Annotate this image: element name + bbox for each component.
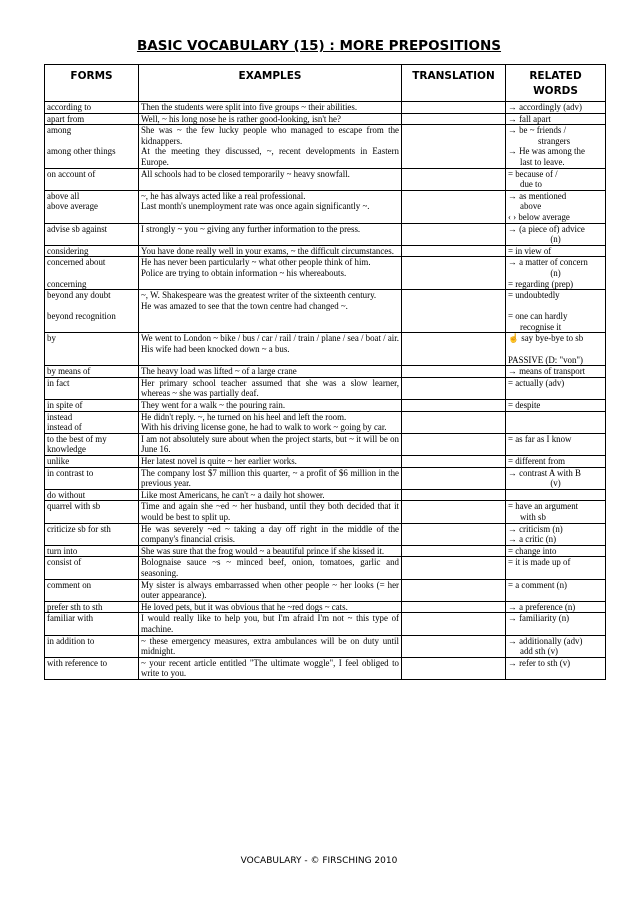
forms-text: concerned about <box>47 257 106 268</box>
table-row <box>45 411 606 433</box>
examples-text: ~, W. Shakespeare was the greatest writer of the sixteenth century. <box>141 290 377 301</box>
related-words-cell <box>506 366 606 378</box>
examples-text: He didn't reply. ~, he turned on his heel and left the room. <box>141 411 347 422</box>
forms-cell <box>45 257 139 290</box>
examples-text: My sister is always embarrassed when other people ~ her looks (= her outer appearance). <box>141 579 399 601</box>
forms-cell <box>45 456 139 468</box>
examples-text: We went to London ~ bike / bus / car / rail / train / plane / sea / boat / air. <box>141 333 399 344</box>
examples-cell <box>139 557 402 579</box>
translation-cell <box>402 257 506 290</box>
forms-text: beyond any doubt <box>47 290 111 301</box>
examples-cell <box>139 125 402 168</box>
forms-cell <box>45 377 139 399</box>
examples-text: Bolognaise sauce ~s ~ minced beef, onion, tomatoes, garlic and seasoning. <box>141 557 399 578</box>
translation-cell <box>402 168 506 190</box>
related-words-cell <box>506 125 606 168</box>
examples-cell <box>139 257 402 290</box>
examples-text: ~ these emergency measures, extra ambulances will be on duty until midnight. <box>141 635 399 657</box>
translation-cell <box>402 290 506 333</box>
header-forms: FORMS <box>45 65 139 102</box>
related-words-text: = despite <box>508 400 541 411</box>
related-words-text: = it is made up of <box>508 557 571 568</box>
related-words-cell <box>506 113 606 125</box>
table-row <box>45 377 606 399</box>
forms-cell <box>45 501 139 523</box>
forms-cell <box>45 613 139 635</box>
related-words-text: (v) <box>550 478 561 489</box>
forms-text: above all <box>47 190 80 201</box>
examples-cell <box>139 601 402 613</box>
examples-cell <box>139 613 402 635</box>
translation-cell <box>402 377 506 399</box>
translation-cell <box>402 523 506 545</box>
forms-text: among <box>47 125 72 136</box>
examples-text: He has never been particularly ~ what other people think of him. <box>141 257 371 268</box>
translation-cell <box>402 433 506 455</box>
examples-text: ~, he has always acted like a real professional. <box>141 190 306 201</box>
related-words-cell <box>506 456 606 468</box>
related-words-text <box>508 301 603 312</box>
examples-cell <box>139 113 402 125</box>
forms-cell <box>45 366 139 378</box>
forms-text: prefer sth to sth <box>47 601 103 612</box>
examples-text: The heavy load was lifted ~ of a large crane <box>141 366 297 377</box>
forms-text: criticize sb for sth <box>47 523 111 534</box>
table-row <box>45 657 606 679</box>
table-row <box>45 366 606 378</box>
table-row <box>45 168 606 190</box>
forms-cell <box>45 467 139 489</box>
forms-text: comment on <box>47 579 92 590</box>
translation-cell <box>402 190 506 223</box>
related-words-text: = undoubtedly <box>508 290 560 301</box>
page-title: BASIC VOCABULARY (15) : MORE PREPOSITIONS <box>136 38 502 54</box>
examples-text: You have done really well in your exams, ~ the difficult circumstances. <box>141 245 394 256</box>
related-words-text: → additionally (adv) <box>508 635 583 646</box>
forms-text <box>47 268 136 279</box>
examples-text: ~ your recent article entitled "The ultimate woggle", I feel obliged to write to you. <box>141 657 399 679</box>
forms-text: advise sb against <box>47 223 108 234</box>
examples-cell <box>139 366 402 378</box>
forms-text: turn into <box>47 545 78 556</box>
examples-text: With his driving license gone, he had to walk to work ~ going by car. <box>141 422 387 433</box>
related-words-text: = change into <box>508 545 557 556</box>
related-words-cell <box>506 635 606 657</box>
examples-text: He loved pets, but it was obvious that he ~red dogs ~ cats. <box>141 601 348 612</box>
forms-text <box>47 301 136 312</box>
examples-text: I am not absolutely sure about when the project starts, but ~ it will be on June 16. <box>141 433 399 455</box>
forms-text: unlike <box>47 456 70 466</box>
table-row <box>45 257 606 290</box>
examples-text: All schools had to be closed temporarily ~ heavy snowfall. <box>141 168 350 179</box>
related-words-text: = different from <box>508 456 566 466</box>
forms-text: quarrel with sb <box>47 501 101 512</box>
related-words-text: = have an argument <box>508 501 579 512</box>
forms-text: to the best of my knowledge <box>47 433 107 455</box>
table-row <box>45 601 606 613</box>
related-words-cell <box>506 223 606 245</box>
header-translation: TRANSLATION <box>402 65 506 102</box>
translation-cell <box>402 333 506 366</box>
related-words-text: = as far as I know <box>508 433 572 444</box>
forms-text: by <box>47 333 56 344</box>
forms-text: do without <box>47 489 86 500</box>
related-words-text: → fall apart <box>508 113 551 124</box>
examples-text: Her latest novel is quite ~ her earlier works. <box>141 456 297 466</box>
forms-cell <box>45 635 139 657</box>
forms-text: in spite of <box>47 400 83 411</box>
related-words-text: → contrast A with B <box>508 467 581 478</box>
related-words-text: above <box>520 201 542 212</box>
related-words-cell <box>506 102 606 114</box>
table-row <box>45 557 606 579</box>
table-body <box>45 102 606 680</box>
related-words-cell <box>506 501 606 523</box>
related-words-text: → a preference (n) <box>508 601 576 612</box>
examples-text: Last month's unemployment rate was once again significantly ~. <box>141 201 370 212</box>
examples-text: He was amazed to see that the town centre had changed ~. <box>141 300 348 311</box>
related-words-text: → means of transport <box>508 366 586 377</box>
table-row <box>45 635 606 657</box>
translation-cell <box>402 245 506 257</box>
related-words-cell <box>506 245 606 257</box>
examples-cell <box>139 456 402 468</box>
examples-cell <box>139 333 402 366</box>
forms-text: with reference to <box>47 657 108 668</box>
forms-cell <box>45 400 139 412</box>
forms-cell <box>45 245 139 257</box>
related-words-text: → as mentioned <box>508 190 567 201</box>
related-words-cell <box>506 411 606 433</box>
forms-text: in contrast to <box>47 467 94 478</box>
forms-cell <box>45 290 139 333</box>
related-words-cell <box>506 377 606 399</box>
examples-text: Like most Americans, he can't ~ a daily hot shower. <box>141 489 325 500</box>
examples-cell <box>139 377 402 399</box>
related-words-cell <box>506 657 606 679</box>
forms-cell <box>45 125 139 168</box>
forms-text: instead <box>47 411 73 422</box>
related-words-text: → (a piece of) advice <box>508 223 585 234</box>
header-row <box>45 65 606 102</box>
related-words-cell <box>506 467 606 489</box>
examples-text: At the meeting they discussed, ~, recent developments in Eastern Europe. <box>141 146 399 167</box>
translation-cell <box>402 223 506 245</box>
forms-cell <box>45 411 139 433</box>
forms-cell <box>45 113 139 125</box>
related-words-text: strangers <box>538 135 571 146</box>
translation-cell <box>402 613 506 635</box>
forms-cell <box>45 489 139 501</box>
table-row <box>45 456 606 468</box>
table-row <box>45 489 606 501</box>
forms-cell <box>45 102 139 114</box>
table-row <box>45 113 606 125</box>
examples-cell <box>139 400 402 412</box>
related-words-cell <box>506 613 606 635</box>
translation-cell <box>402 557 506 579</box>
related-words-text: = one can hardly <box>508 311 568 322</box>
examples-cell <box>139 523 402 545</box>
related-words-text <box>508 344 603 355</box>
related-words-text: ‹ › below average <box>508 211 570 222</box>
examples-cell <box>139 411 402 433</box>
examples-cell <box>139 579 402 601</box>
forms-text: concerning <box>47 278 87 289</box>
examples-text: Time and again she ~ed ~ her husband, until they both decided that it would be best to split up. <box>141 501 399 522</box>
related-words-cell <box>506 400 606 412</box>
translation-cell <box>402 635 506 657</box>
related-words-cell <box>506 557 606 579</box>
related-words-text: → accordingly (adv) <box>508 102 582 112</box>
examples-text: His wife had been knocked down ~ a bus. <box>141 344 290 355</box>
forms-cell <box>45 333 139 366</box>
table-row <box>45 523 606 545</box>
related-words-cell <box>506 545 606 557</box>
examples-text: The company lost $7 million this quarter, ~ a profit of $6 million in the previous year. <box>141 467 399 489</box>
translation-cell <box>402 125 506 168</box>
translation-cell <box>402 601 506 613</box>
related-words-text: = in view of <box>508 245 552 256</box>
table-row <box>45 400 606 412</box>
related-words-text: → refer to sth (v) <box>508 657 571 668</box>
examples-text: They went for a walk ~ the pouring rain. <box>141 400 286 411</box>
table-row <box>45 501 606 523</box>
forms-text: in fact <box>47 377 70 388</box>
related-words-text: = actually (adv) <box>508 377 565 388</box>
examples-text: Police are trying to obtain information ~ his whereabouts. <box>141 267 347 278</box>
forms-text: apart from <box>47 113 85 124</box>
table-row <box>45 102 606 114</box>
related-words-text: with sb <box>520 511 546 522</box>
table-row <box>45 125 606 168</box>
translation-cell <box>402 102 506 114</box>
examples-cell <box>139 290 402 333</box>
table-row <box>45 467 606 489</box>
related-words-cell <box>506 601 606 613</box>
header-examples: EXAMPLES <box>139 65 402 102</box>
related-words-text: → familiarity (n) <box>508 613 570 624</box>
table-row <box>45 579 606 601</box>
forms-cell <box>45 223 139 245</box>
related-words-text: → a critic (n) <box>508 534 557 545</box>
related-words-text: → be ~ friends / <box>508 125 567 136</box>
translation-cell <box>402 400 506 412</box>
examples-text: She was ~ the few lucky people who managed to escape from the kidnappers. <box>141 125 399 146</box>
related-words-text: recognise it <box>520 321 562 332</box>
forms-cell <box>45 545 139 557</box>
translation-cell <box>402 657 506 679</box>
translation-cell <box>402 113 506 125</box>
examples-text: He was severely ~ed ~ taking a day off right in the middle of the company's financial crisis. <box>141 523 399 545</box>
forms-text: by means of <box>47 366 91 377</box>
forms-text: according to <box>47 102 92 112</box>
related-words-text: due to <box>520 179 542 190</box>
translation-cell <box>402 366 506 378</box>
related-words-cell <box>506 523 606 545</box>
forms-text: among other things <box>47 146 116 157</box>
table-row <box>45 333 606 366</box>
related-words-cell <box>506 433 606 455</box>
table-row <box>45 245 606 257</box>
translation-cell <box>402 411 506 433</box>
related-words-text: = a comment (n) <box>508 579 567 590</box>
examples-cell <box>139 433 402 455</box>
examples-cell <box>139 635 402 657</box>
forms-text: consist of <box>47 557 82 568</box>
translation-cell <box>402 489 506 501</box>
forms-cell <box>45 601 139 613</box>
related-words-text: (n) <box>550 234 561 245</box>
related-words-text: → a matter of concern <box>508 257 588 268</box>
related-words-cell <box>506 290 606 333</box>
translation-cell <box>402 545 506 557</box>
table-row <box>45 190 606 223</box>
related-words-cell <box>506 579 606 601</box>
forms-text: beyond recognition <box>47 311 116 322</box>
examples-cell <box>139 657 402 679</box>
translation-cell <box>402 579 506 601</box>
related-words-text: add sth (v) <box>520 646 558 657</box>
forms-text <box>47 136 136 147</box>
forms-cell <box>45 657 139 679</box>
related-words-text: ☝ say bye-bye to sb <box>508 333 584 344</box>
related-words-cell <box>506 190 606 223</box>
translation-cell <box>402 501 506 523</box>
forms-text: instead of <box>47 422 82 433</box>
related-words-text: → criticism (n) <box>508 523 563 534</box>
table-row <box>45 613 606 635</box>
translation-cell <box>402 467 506 489</box>
examples-cell <box>139 102 402 114</box>
related-words-cell <box>506 168 606 190</box>
related-words-text: = because of / <box>508 168 558 179</box>
forms-text: considering <box>47 245 89 256</box>
related-words-cell <box>506 333 606 366</box>
forms-cell <box>45 557 139 579</box>
examples-text: I would really like to help you, but I'm afraid I'm not ~ this type of machine. <box>141 613 399 634</box>
examples-text: Her primary school teacher assumed that she was a slow learner, whereas ~ she was partially deaf. <box>141 377 399 399</box>
related-words-text: = regarding (prep) <box>508 278 574 289</box>
related-words-text: last to leave. <box>520 156 565 167</box>
related-words-text: PASSIVE (D: "von") <box>508 354 583 365</box>
examples-cell <box>139 168 402 190</box>
translation-cell <box>402 456 506 468</box>
examples-cell <box>139 245 402 257</box>
forms-text: familiar with <box>47 613 94 624</box>
examples-cell <box>139 489 402 501</box>
table-row <box>45 290 606 333</box>
forms-text: above average <box>47 201 98 212</box>
table-row <box>45 433 606 455</box>
vocabulary-table <box>44 64 606 680</box>
page-footer: VOCABULARY - © FIRSCHING 2010 <box>240 856 398 866</box>
forms-cell <box>45 433 139 455</box>
examples-text: Well, ~ his long nose he is rather good-looking, isn't he? <box>141 113 341 124</box>
table-row <box>45 223 606 245</box>
examples-cell <box>139 545 402 557</box>
related-words-text: → He was among the <box>508 146 585 157</box>
forms-cell <box>45 190 139 223</box>
forms-cell <box>45 168 139 190</box>
examples-cell <box>139 501 402 523</box>
examples-text: She was sure that the frog would ~ a beautiful prince if she kissed it. <box>141 545 385 556</box>
forms-cell <box>45 523 139 545</box>
forms-text: on account of <box>47 168 96 179</box>
related-words-cell <box>506 489 606 501</box>
table-row <box>45 545 606 557</box>
forms-text: in addition to <box>47 635 95 646</box>
forms-cell <box>45 579 139 601</box>
header-related-words: RELATED WORDS <box>506 65 606 102</box>
examples-text: Then the students were split into five groups ~ their abilities. <box>141 102 358 112</box>
examples-text: I strongly ~ you ~ giving any further information to the press. <box>141 223 361 234</box>
related-words-cell <box>506 257 606 290</box>
examples-cell <box>139 223 402 245</box>
examples-cell <box>139 190 402 223</box>
related-words-text: (n) <box>550 267 561 278</box>
examples-cell <box>139 467 402 489</box>
